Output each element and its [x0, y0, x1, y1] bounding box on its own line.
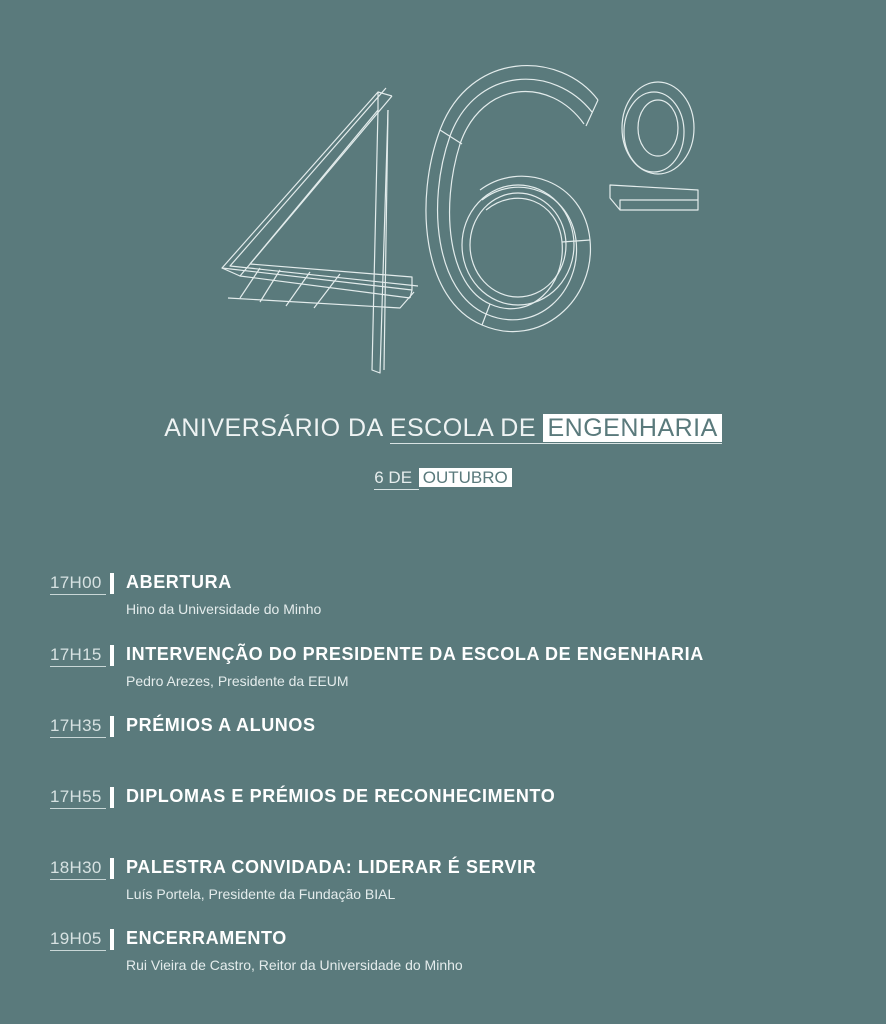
- schedule-title: PRÉMIOS A ALUNOS: [126, 715, 316, 735]
- title-part-engenharia: ENGENHARIA: [543, 414, 721, 442]
- schedule-time: 17H35: [50, 716, 106, 738]
- schedule-time: 17H00: [50, 573, 106, 595]
- schedule-item: [50, 713, 850, 773]
- schedule-bar: [110, 929, 114, 950]
- schedule-bar: [110, 858, 114, 879]
- event-date: [0, 468, 886, 488]
- schedule-time: 17H15: [50, 645, 106, 667]
- schedule-item: [50, 570, 850, 630]
- schedule-bar: [110, 716, 114, 737]
- schedule-bar: [110, 645, 114, 666]
- schedule-title: ABERTURA: [126, 572, 232, 592]
- schedule-time: 18H30: [50, 858, 106, 880]
- date-month: OUTUBRO: [419, 468, 512, 487]
- schedule-title: INTERVENÇÃO DO PRESIDENTE DA ESCOLA DE ENGENHARIA: [126, 644, 704, 664]
- schedule-time: 17H55: [50, 787, 106, 809]
- event-title: [0, 414, 886, 443]
- schedule-item: [50, 642, 850, 702]
- wireframe-46-icon: [200, 40, 720, 385]
- schedule-bar: [110, 573, 114, 594]
- schedule-subtitle: Rui Vieira de Castro, Reitor da Universidade do Minho: [126, 957, 463, 973]
- schedule-bar: [110, 787, 114, 808]
- schedule-title: PALESTRA CONVIDADA: LIDERAR É SERVIR: [126, 857, 537, 877]
- schedule-time: 19H05: [50, 929, 106, 951]
- schedule-title: ENCERRAMENTO: [126, 928, 287, 948]
- schedule-item: [50, 784, 850, 844]
- date-day: 6 DE: [374, 468, 419, 490]
- schedule-subtitle: Pedro Arezes, Presidente da EEUM: [126, 673, 349, 689]
- title-part-aniversario: ANIVERSÁRIO DA: [164, 414, 390, 442]
- schedule-title: DIPLOMAS E PRÉMIOS DE RECONHECIMENTO: [126, 786, 556, 806]
- schedule-subtitle: Luís Portela, Presidente da Fundação BIAL: [126, 886, 396, 902]
- title-part-escola: ESCOLA DE: [389, 414, 544, 442]
- schedule-item: [50, 855, 850, 915]
- anniversary-46-graphic: [200, 40, 720, 385]
- schedule-item: [50, 926, 850, 986]
- schedule-subtitle: Hino da Universidade do Minho: [126, 601, 322, 617]
